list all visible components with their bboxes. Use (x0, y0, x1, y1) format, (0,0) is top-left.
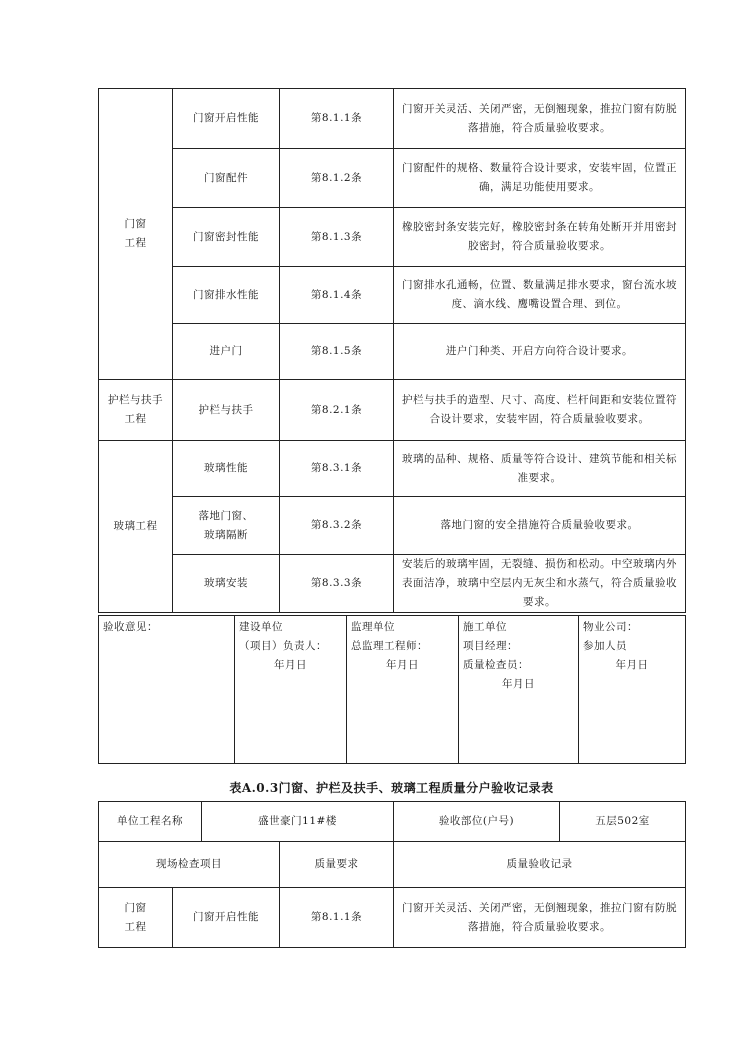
inspection-table (98, 801, 686, 948)
unit-label: 单位工程名称 (99, 802, 202, 842)
group-cell: 门窗 工程 (99, 89, 173, 380)
group-cell: 玻璃工程 (99, 441, 173, 613)
table-row (99, 888, 686, 948)
table-row (99, 441, 686, 497)
group-cell: 护栏与扶手 工程 (99, 380, 173, 441)
clause-cell: 第8.3.3条 (280, 555, 394, 613)
requirement-cell: 玻璃的品种、规格、质量等符合设计、建筑节能和相关标准要求。 (394, 441, 686, 497)
column-header-items: 现场检查项目 (99, 842, 280, 888)
table-row (99, 555, 686, 613)
clause-cell: 第8.3.2条 (280, 497, 394, 555)
item-cell: 门窗开启性能 (173, 89, 280, 149)
column-header-requirement: 质量要求 (280, 842, 394, 888)
clause-cell: 第8.1.1条 (280, 89, 394, 149)
section-title: 表A.0.3门窗、护栏及扶手、玻璃工程质量分户验收记录表 (229, 781, 554, 795)
inspection-table-continued (98, 88, 686, 613)
table-row (99, 149, 686, 208)
table-row (99, 267, 686, 324)
supervisor-signoff-cell: 监理单位 总监理工程师： 年月日 (347, 616, 459, 764)
item-cell: 护栏与扶手 (173, 380, 280, 441)
item-cell: 落地门窗、 玻璃隔断 (173, 497, 280, 555)
table-row (99, 89, 686, 149)
clause-cell: 第8.2.1条 (280, 380, 394, 441)
table-row (99, 497, 686, 555)
table-row (99, 208, 686, 267)
unit-value: 盛世豪门11#楼 (202, 802, 394, 842)
builder-signoff-cell: 建设单位 （项目）负责人： 年月日 (235, 616, 347, 764)
requirement-cell: 门窗排水孔通畅，位置、数量满足排水要求，窗台流水坡度、滴水线、鹰嘴设置合理、到位。 (394, 267, 686, 324)
requirement-cell: 门窗配件的规格、数量符合设计要求，安装牢固，位置正确，满足功能使用要求。 (394, 149, 686, 208)
table-row (99, 616, 686, 764)
item-cell: 玻璃性能 (173, 441, 280, 497)
requirement-cell: 护栏与扶手的造型、尺寸、高度、栏杆间距和安装位置符合设计要求，安装牢固，符合质量验收要求。 (394, 380, 686, 441)
item-cell: 门窗配件 (173, 149, 280, 208)
requirement-cell: 安装后的玻璃牢固，无裂缝、损伤和松动。中空玻璃内外表面洁净，玻璃中空层内无灰尘和水蒸气，符合质量验收要求。 (394, 555, 686, 613)
requirement-cell: 门窗开关灵活、关闭严密，无倒翘现象，推拉门窗有防脱落措施，符合质量验收要求。 (394, 888, 686, 948)
signoff-table (98, 615, 686, 764)
part-value: 五层502室 (560, 802, 686, 842)
opinion-cell: 验收意见： (99, 616, 235, 764)
table-row (99, 324, 686, 380)
item-cell: 门窗排水性能 (173, 267, 280, 324)
requirement-cell: 橡胶密封条安装完好，橡胶密封条在转角处断开并用密封胶密封，符合质量验收要求。 (394, 208, 686, 267)
part-label: 验收部位(户号) (394, 802, 560, 842)
column-header-record: 质量验收记录 (394, 842, 686, 888)
contractor-signoff-cell: 施工单位 项目经理： 质量检查员： 年月日 (459, 616, 579, 764)
item-cell: 门窗开启性能 (173, 888, 280, 948)
group-cell: 门窗 工程 (99, 888, 173, 948)
table-header-row (99, 842, 686, 888)
clause-cell: 第8.1.5条 (280, 324, 394, 380)
requirement-cell: 进户门种类、开启方向符合设计要求。 (394, 324, 686, 380)
clause-cell: 第8.1.1条 (280, 888, 394, 948)
clause-cell: 第8.3.1条 (280, 441, 394, 497)
table-row (99, 380, 686, 441)
clause-cell: 第8.1.4条 (280, 267, 394, 324)
requirement-cell: 门窗开关灵活、关闭严密，无倒翘现象，推拉门窗有防脱落措施，符合质量验收要求。 (394, 89, 686, 149)
property-signoff-cell: 物业公司： 参加人员 年月日 (579, 616, 686, 764)
table-row (99, 802, 686, 842)
item-cell: 玻璃安装 (173, 555, 280, 613)
item-cell: 门窗密封性能 (173, 208, 280, 267)
clause-cell: 第8.1.2条 (280, 149, 394, 208)
clause-cell: 第8.1.3条 (280, 208, 394, 267)
requirement-cell: 落地门窗的安全措施符合质量验收要求。 (394, 497, 686, 555)
item-cell: 进户门 (173, 324, 280, 380)
